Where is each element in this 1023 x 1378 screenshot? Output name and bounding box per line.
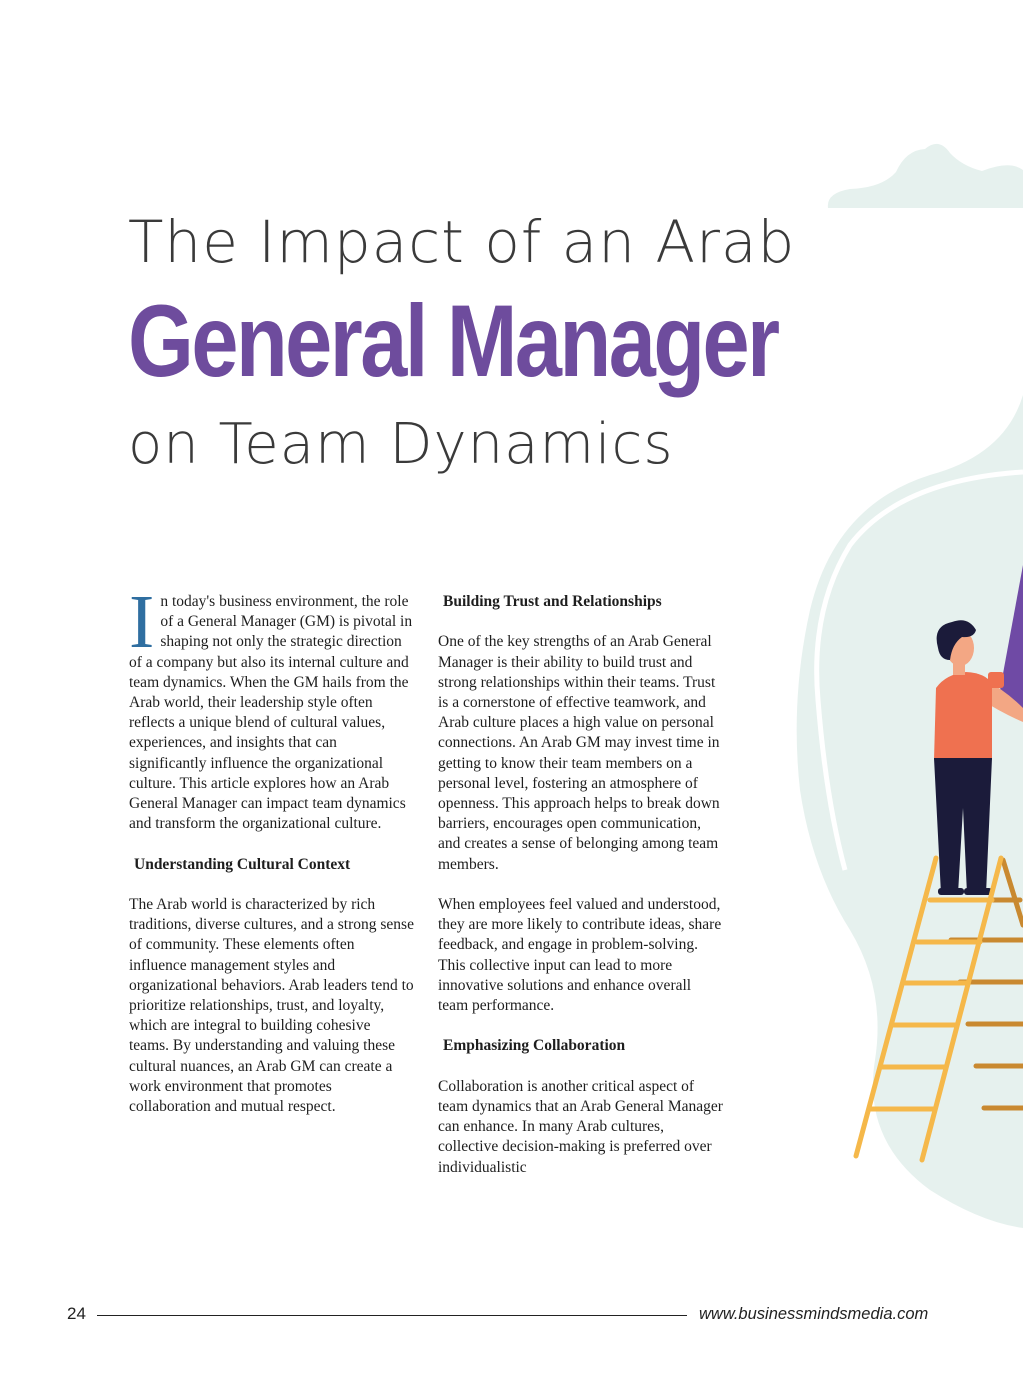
title-line-2: General Manager <box>128 284 778 398</box>
title-line-3: on Team Dynamics <box>128 412 674 477</box>
body-paragraph: Collaboration is another critical aspect of team dynamics that an Arab General Manager can enhance. In many Arab cultures, collective decision-making is preferred over individualistic <box>438 1077 723 1176</box>
drop-cap: I <box>129 580 155 664</box>
title-line-1: The Impact of an Arab <box>128 208 796 276</box>
intro-paragraph <box>129 580 414 834</box>
page-number: 24 <box>67 1304 86 1323</box>
body-paragraph: One of the key strengths of an Arab General Manager is their ability to build trust and strong relationships within their teams. Trust is a cornerstone of effective teamwork, and Arab culture places a high value on personal connections. An Arab GM may invest time in getting to know their team members on a personal level, fostering an atmosphere of openness. This approach helps to break down barriers, encourages open communication, and creates a sense of belonging among team members. <box>438 633 720 873</box>
website-link[interactable]: www.businessmindsmedia.com <box>699 1305 929 1323</box>
section-heading-cultural-context: Understanding Cultural Context <box>134 855 351 873</box>
article-column-2 <box>438 592 723 1198</box>
body-paragraph: The Arab world is characterized by rich traditions, diverse cultures, and a strong sense of community. These elements often influence management styles and organizational behaviors. Arab leaders tend to prioritize relationships, trust, and loyalty, which are integral to building cohesive teams. By understanding and valuing these cultural nuances, an Arab GM can create a work environment that promotes collaboration and mutual respect. <box>129 896 414 1116</box>
section-heading-trust: Building Trust and Relationships <box>443 593 662 610</box>
article-column-1 <box>129 580 414 1137</box>
section-heading-collaboration: Emphasizing Collaboration <box>443 1037 626 1055</box>
cloud-shape <box>828 144 1023 208</box>
footer-rule <box>97 1315 687 1316</box>
body-paragraph: When employees feel valued and understood, they are more likely to contribute ideas, share feedback, and engage in problem-solving. This collective input can lead to more innovative solutions and enhance overall team performance. <box>438 896 722 1015</box>
page-footer <box>0 1303 1023 1329</box>
intro-text: n today's business environment, the role of a General Manager (GM) is pivotal in shaping not only the strategic direction of a company but also its internal culture and team dynamics. When the GM hails from the Arab world, their leadership style often reflects a unique blend of cultural values, experiences, and insights that can significantly influence the organizational culture. This article explores how an Arab General Manager can impact team dynamics and transform the organizational culture. <box>129 593 413 833</box>
